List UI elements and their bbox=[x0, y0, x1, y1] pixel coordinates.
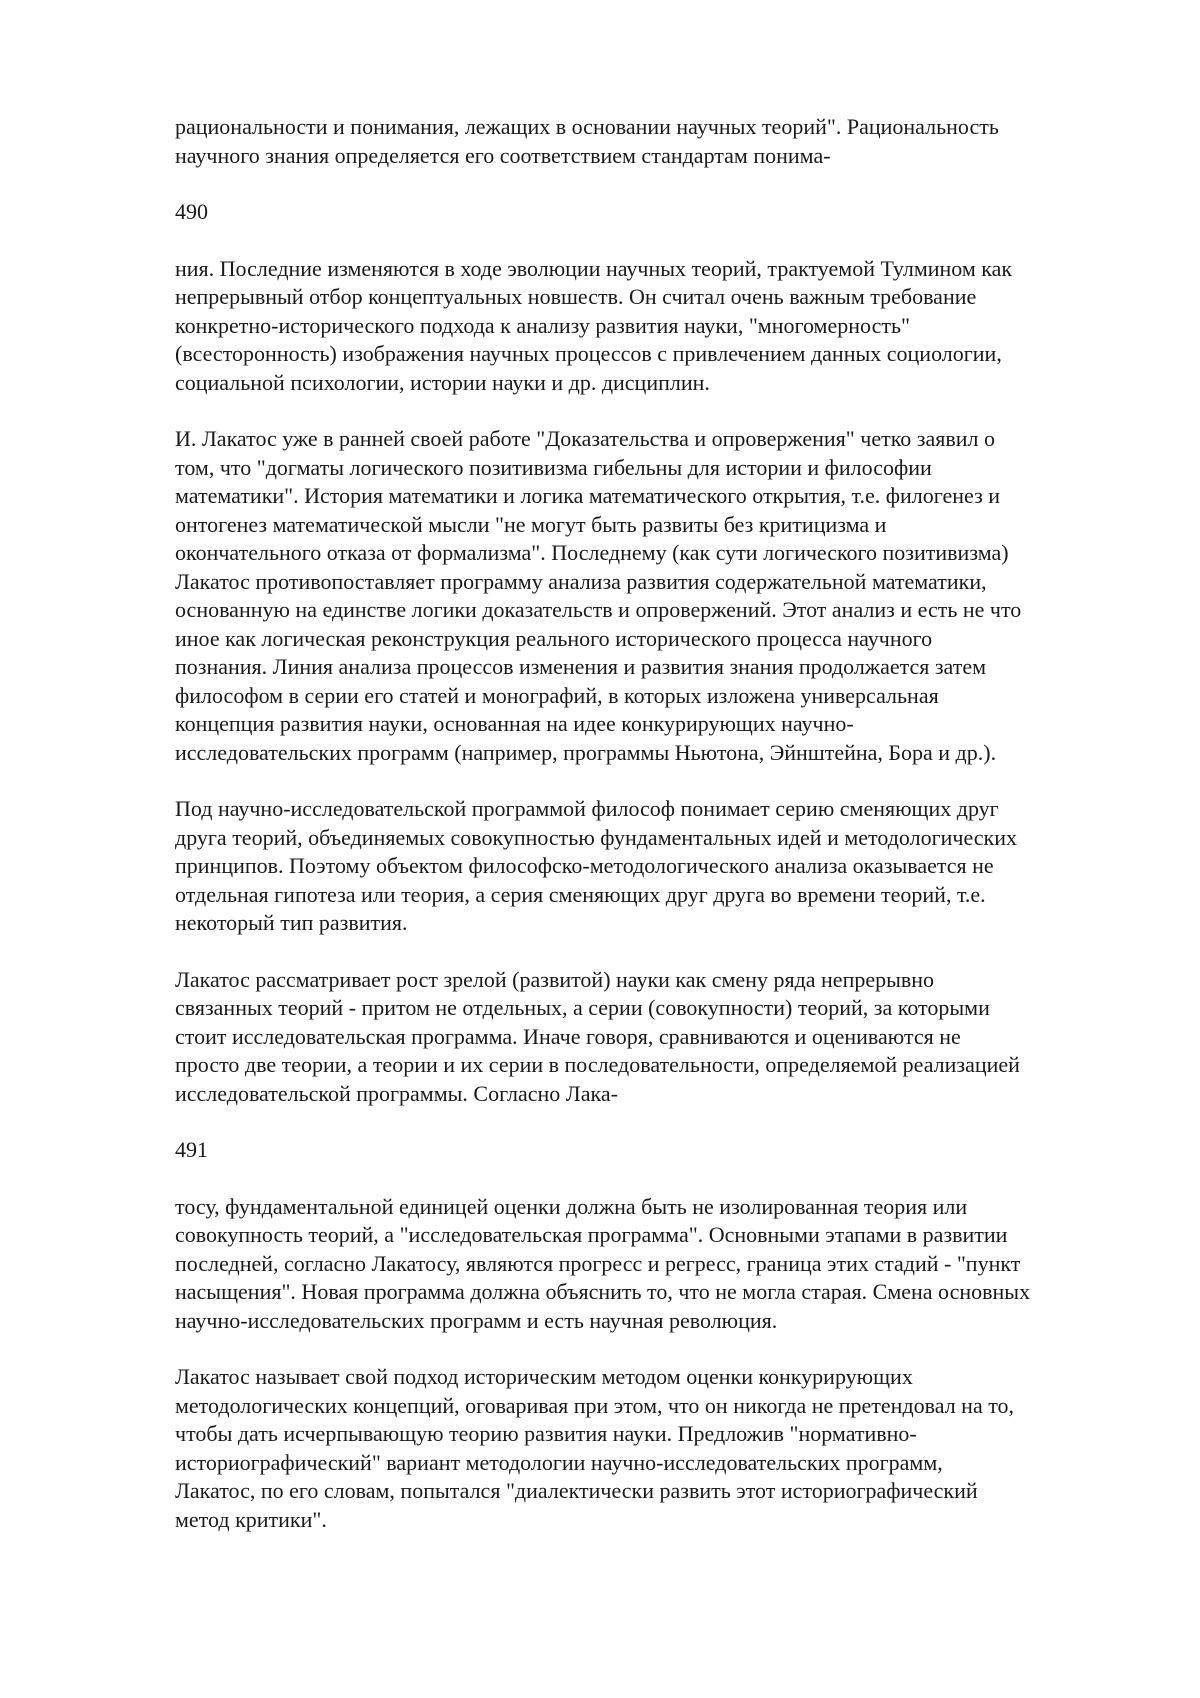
paragraph-5: Лакатос рассматривает рост зрелой (развитой) науки как смену ряда непрерывно связанных теорий - притом не отдельных, а серии (совокупности) теорий, за которыми стоит исследовательская программа. Иначе говоря, сравниваются и оцениваются не просто две теории, а теории и их серии в последовательности, определяемой реализацией исследовательской программы. Согласно Лака- bbox=[175, 966, 1020, 1106]
document-page bbox=[175, 113, 1145, 1562]
page-number-491: 491 bbox=[175, 1137, 208, 1162]
paragraph-4: Под научно-исследовательской программой философ понимает серию сменяющих друг друга теорий, объединяемых совокупностью фундаментальных идей и методологических принципов. Поэтому объектом философско-методологического анализа оказывается не отдельная гипотеза или теория, а серия сменяющих друг друга во времени теорий, т.е. некоторый тип развития. bbox=[175, 796, 1018, 935]
paragraph-1: рациональности и понимания, лежащих в основании научных теорий". Рациональность научного знания определяется его соответствием стандартам понима- bbox=[175, 114, 999, 168]
paragraph-2: ния. Последние изменяются в ходе эволюции научных теорий, трактуемой Тулмином как непрерывный отбор концептуальных новшеств. Он считал очень важным требование конкретно-исторического подхода к анализу развития науки, "многомерность" (всесторонность) изображения научных процессов с привлечением данных социологии, социальной психологии, истории науки и др. дисциплин. bbox=[175, 255, 1013, 395]
paragraph-3: И. Лакатос уже в ранней своей работе "Доказательства и опровержения" четко заявил о том, что "догматы логического позитивизма гибельны для истории и философии математики". История математики и логика математического открытия, т.е. филогенез и онтогенез математической мысли "не могут быть развиты без критицизма и окончательного отказа от формализма". Последнему (как сути логического позитивизма) Лакатос противопоставляет программу анализа развития содержательной математики, основанную на единстве логики доказательств и опровержений. Этот анализ и есть не что иное как логическая реконструкция реального исторического процесса научного познания. Линия анализа процессов изменения и развития знания продолжается затем философом в серии его статей и монографий, в которых изложена универсальная концепция развития науки, основанная на идее конкурирующих научно- исследовательских программ (например, программы Ньютона, Эйнштейна, Бора и др.). bbox=[175, 426, 1022, 765]
paragraph-7: Лакатос называет свой подход историческим методом оценки конкурирующих методологических концепций, оговаривая при этом, что он никогда не претендовал на то, чтобы дать исчерпывающую теорию развития науки. Предложив "нормативно- историографический" вариант методологии научно-исследовательских программ, Лакатос, по его словам, попытался "диалектически развить этот историографический метод критики". bbox=[175, 1364, 1015, 1532]
page-number-490: 490 bbox=[175, 199, 208, 224]
paragraph-6: тосу, фундаментальной единицей оценки должна быть не изолированная теория или совокупность теорий, а "исследовательская программа". Основными этапами в развитии последней, согласно Лакатосу, являются прогресс и регресс, граница этих стадий - "пункт насыщения". Новая программа должна объяснить то, что не могла старая. Смена основных научно-исследовательских программ и есть научная революция. bbox=[175, 1193, 1031, 1333]
